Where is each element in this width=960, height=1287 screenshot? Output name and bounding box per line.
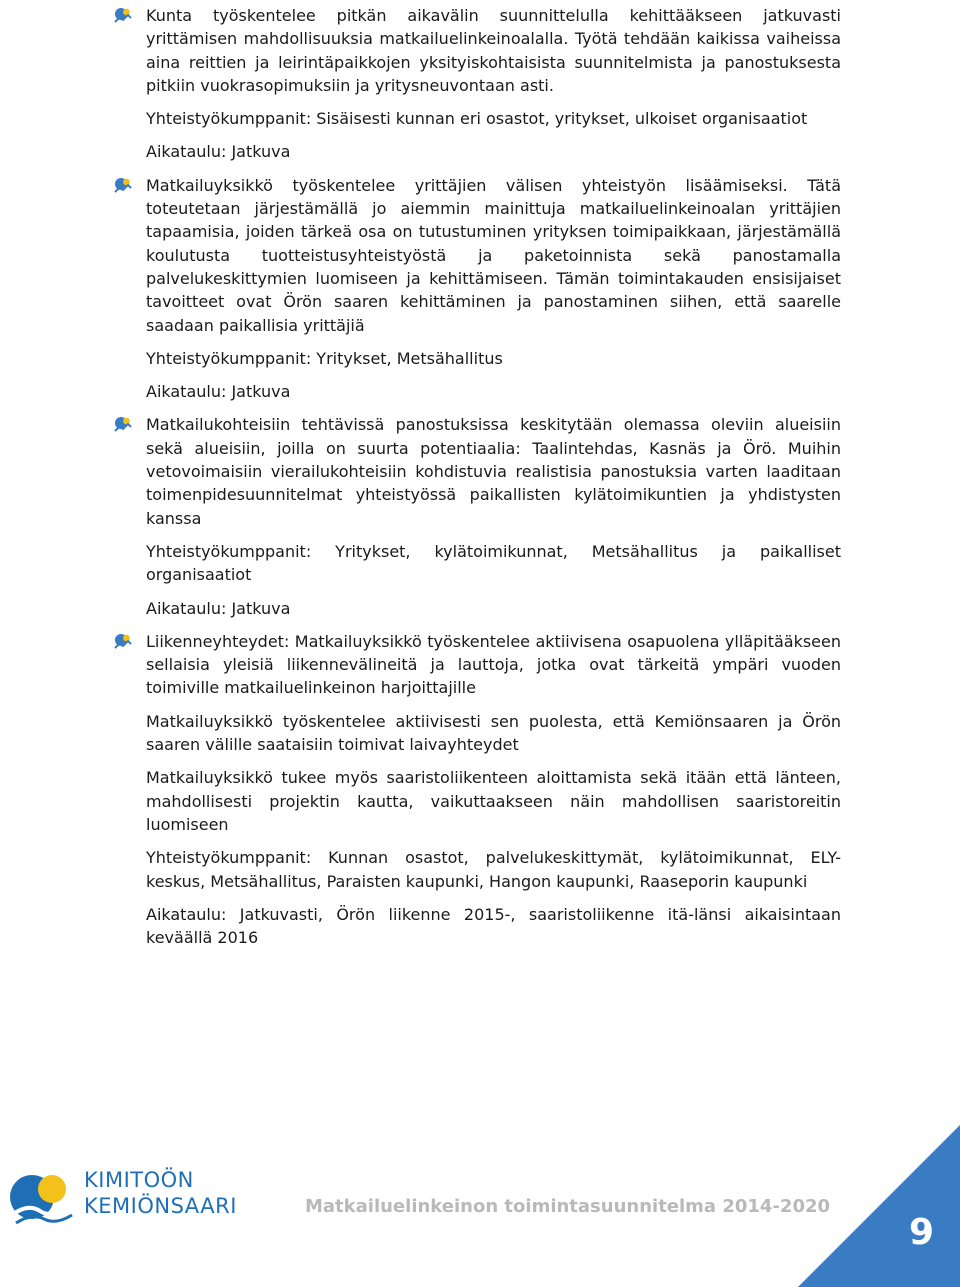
paragraph-2 [146, 107, 841, 130]
kemionsaari-logo [8, 1165, 248, 1225]
paragraph-4 [146, 174, 841, 337]
bullet-icon [112, 414, 134, 434]
logo-line-2: KEMIÖNSAARI [84, 1194, 237, 1218]
paragraph-text: Aikataulu: Jatkuva [146, 382, 291, 402]
footer-title: Matkailuelinkeinon toimintasuunnitelma 2014-2020 [305, 1196, 831, 1217]
logo-text [84, 1167, 237, 1219]
kemionsaari-logo-icon [8, 1165, 74, 1225]
paragraph-text: Yhteistyökumppanit: Yritykset, kylätoimikunnat, Metsähallitus ja paikalliset organisaatiot [146, 541, 841, 585]
paragraph-11 [146, 710, 841, 757]
paragraph-text: Aikataulu: Jatkuva [146, 598, 291, 618]
paragraph-7 [146, 413, 841, 529]
paragraph-13 [146, 846, 841, 893]
bullet-icon [112, 175, 134, 195]
paragraph-text: Aikataulu: Jatkuva [146, 142, 291, 162]
page-corner-triangle [798, 1125, 960, 1287]
paragraph-text: Aikataulu: Jatkuvasti, Örön liikenne 2015-, saaristoliikenne itä-länsi aikaisintaan keväällä 2016 [146, 904, 841, 948]
page-number: 9 [908, 1212, 934, 1253]
paragraph-3 [146, 140, 841, 163]
document-body [146, 0, 841, 949]
bullet-icon [112, 631, 134, 651]
paragraph-text: Matkailuyksikkö työskentelee yrittäjien välisen yhteistyön lisäämiseksi. Tätä toteutetaan järjestämällä jo aiemmin mainittuja matkailuelinkeinoalan yrittäjien tapaamisia, joiden tärkeä osa on tutustuminen yrityksen toimipaikkaan, järjestämällä koulutusta tuotteistusyhteistyöstä ja paketoinnista sekä panostamalla palvelukeskittymien luomiseen ja kehittämiseen. Tämän toimintakauden ensisijaiset tavoitteet ovat Örön saaren kehittäminen ja panostaminen siihen, että saarelle saadaan paikallisia yrittäjiä [146, 175, 841, 335]
paragraph-10 [146, 630, 841, 700]
logo-line-1: KIMITOÖN [84, 1168, 194, 1192]
paragraph-9 [146, 597, 841, 620]
paragraph-12 [146, 766, 841, 836]
paragraph-8 [146, 540, 841, 587]
paragraph-text: Yhteistyökumppanit: Kunnan osastot, palvelukeskittymät, kylätoimikunnat, ELY-keskus, Metsähallitus, Paraisten kaupunki, Hangon kaupunki, Raaseporin kaupunki [146, 848, 841, 891]
paragraph-1 [146, 4, 841, 97]
paragraph-text: Yhteistyökumppanit: Sisäisesti kunnan eri osastot, yritykset, ulkoiset organisaatiot [146, 109, 808, 129]
paragraph-14 [146, 903, 841, 950]
paragraph-text: Liikenneyhteydet: Matkailuyksikkö työskentelee aktiivisena osapuolena ylläpitääkseen sellaisia yleisiä liikennevälineitä ja lauttoja, jotka ovat tärkeitä ympäri vuoden toimiville matkailuelinkeinon harjoittajille [146, 631, 841, 698]
paragraph-5 [146, 347, 841, 370]
paragraph-text: Kunta työskentelee pitkän aikavälin suunnittelulla kehittääkseen jatkuvasti yrittämisen mahdollisuuksia matkailuelinkeinoalalla. Työtä tehdään kaikissa vaiheissa aina reittien ja leirintäpaikkojen yksityiskohtaisista suunnitelmista ja panostuksesta pitkiin vuokrasopimuksiin ja yritysneuvontaan asti. [146, 6, 841, 95]
paragraph-text: Matkailuyksikkö tukee myös saaristoliikenteen aloittamista sekä itään että länteen, mahdollisesti projektin kautta, vaikuttaakseen näin mahdollisen saaristoreitin luomiseen [146, 768, 841, 834]
paragraph-text: Matkailuyksikkö työskentelee aktiivisesti sen puolesta, että Kemiönsaaren ja Örön saaren välille saataisiin toimivat laivayhteydet [146, 711, 841, 755]
paragraph-text: Yhteistyökumppanit: Yritykset, Metsähallitus [146, 348, 503, 368]
paragraph-6 [146, 380, 841, 403]
paragraph-text: Matkailukohteisiin tehtävissä panostuksissa keskitytään olemassa oleviin alueisiin sekä alueisiin, joilla on suurta potentiaalia: Taalintehdas, Kasnäs ja Örö. Muihin vetovoimaisiin vierailukohteisiin kohdistuvia realistisia panostuksia varten laaditaan toimenpidesuunnitelmat yhteistyössä paikallisten kylätoimikuntien ja yhdistysten kanssa [146, 415, 841, 528]
bullet-icon [112, 5, 134, 25]
